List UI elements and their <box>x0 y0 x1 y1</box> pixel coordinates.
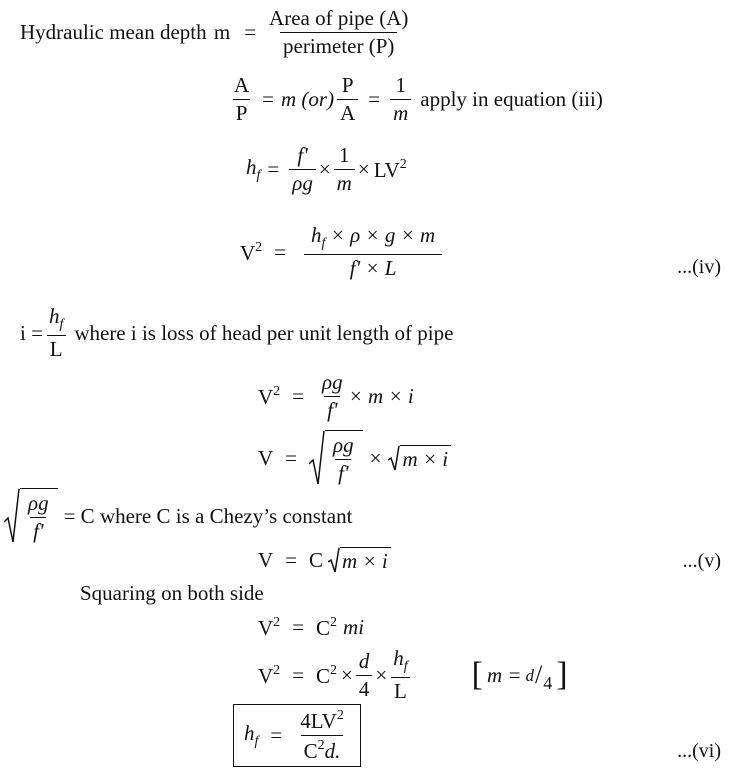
ratio-relation-equation <box>228 75 603 124</box>
squaring-note: Squaring on both side <box>80 581 264 605</box>
exponent: 2 <box>273 384 281 399</box>
h-text: h <box>393 646 404 670</box>
fraction-numerator: 1 <box>339 143 350 167</box>
fraction-denominator: L <box>391 677 410 702</box>
v-text: V <box>258 385 274 409</box>
result-fraction <box>297 709 347 762</box>
numerator-text: 4LV <box>300 709 337 733</box>
f-subscript: f <box>59 317 64 332</box>
f-subscript: f <box>254 733 259 749</box>
fraction-numerator: ρg <box>333 433 354 457</box>
fraction-denominator: f' <box>335 459 351 484</box>
fraction-numerator <box>301 225 445 254</box>
fraction-numerator: f' <box>297 143 308 167</box>
chezy-formula <box>258 547 391 573</box>
root-m-times-i <box>328 547 391 573</box>
h-text: h <box>48 304 60 328</box>
h-text: h <box>311 223 322 247</box>
fraction-numerator <box>390 648 410 677</box>
v-squared-symbol <box>258 616 280 639</box>
fraction-one-over-m <box>334 145 355 194</box>
area-over-perimeter-fraction <box>266 8 411 57</box>
symbol-m: m <box>213 20 231 44</box>
radicand <box>20 488 58 544</box>
fraction-rho-g-over-f <box>25 493 52 542</box>
equation-tag-iv: ...(iv) <box>677 256 721 278</box>
fraction-denominator <box>301 735 344 762</box>
equals-sign: = <box>285 445 298 470</box>
fraction-denominator: 4 <box>356 675 373 700</box>
c-symbol: C <box>309 547 324 572</box>
fraction-denominator: P <box>233 99 251 124</box>
h-text: h <box>244 720 255 745</box>
fraction-denominator: f' × L <box>304 254 443 279</box>
radical-sign-icon <box>328 547 340 573</box>
equals-sign: = <box>285 547 298 572</box>
times-m-times-i: × m × i <box>348 384 414 408</box>
fraction-numerator <box>297 709 347 735</box>
fraction-numerator: 1 <box>395 73 406 97</box>
exponent: 2 <box>273 615 281 630</box>
h-f-symbol <box>246 154 261 183</box>
fraction-numerator <box>46 306 66 335</box>
fraction-denominator: f' <box>30 517 46 542</box>
equation-tag-v: ...(v) <box>682 550 721 572</box>
darcy-result-box <box>233 704 361 767</box>
radical-sign-icon <box>388 445 400 471</box>
exponent: 2 <box>255 239 263 255</box>
label-text: Hydraulic mean depth <box>20 20 207 44</box>
velocity-squared-equation <box>240 225 448 279</box>
equals-sign: = <box>270 723 283 747</box>
hydraulic-mean-depth-definition <box>20 8 414 57</box>
exponent: 2 <box>399 157 407 172</box>
v-text: V <box>258 663 274 688</box>
mi-text: mi <box>343 615 365 639</box>
root-rho-g-over-f <box>4 488 58 544</box>
v-squared-symbol <box>258 385 280 408</box>
fraction-d-over-4 <box>356 648 373 701</box>
equals-sign: = <box>262 87 275 111</box>
boxed-equation <box>233 704 361 767</box>
root-rho-g-over-f <box>309 430 363 486</box>
fraction-f-over-rho-g <box>289 145 316 194</box>
fraction-numerator: d <box>358 648 370 673</box>
f-subscript: f <box>321 236 326 251</box>
fraction-p-over-a <box>337 75 358 124</box>
numerator-rest: × ρ × g × m <box>330 223 436 247</box>
fraction-hf-over-l <box>390 648 410 702</box>
fraction-one-over-m <box>390 75 411 124</box>
radicand: m × i <box>400 445 451 471</box>
c-text: C <box>316 663 331 688</box>
radical-sign-icon <box>4 488 20 544</box>
c-text: C <box>303 739 318 763</box>
equals-sign: = <box>267 157 280 181</box>
exponent: 2 <box>330 615 338 630</box>
v-text: V <box>258 547 274 572</box>
f-subscript: f <box>256 167 261 183</box>
c-squared <box>316 616 337 639</box>
lv-text: LV <box>373 158 400 182</box>
bracket-open: [ <box>471 656 483 693</box>
d-text: d. <box>324 739 341 763</box>
exponent: 2 <box>330 662 338 678</box>
times-sign: × <box>341 662 353 687</box>
v-text: V <box>258 445 274 470</box>
fraction-hf-over-l <box>46 306 66 360</box>
exponent: 2 <box>273 662 281 678</box>
velocity-fraction <box>301 225 445 279</box>
fraction-a-over-p <box>231 75 252 124</box>
velocity-root-equation <box>258 430 451 486</box>
bracket-close: ] <box>556 656 568 693</box>
v-squared-symbol <box>258 664 280 687</box>
definition-text: where i is loss of head per unit length of pipe <box>74 320 454 345</box>
lv-squared <box>374 158 407 181</box>
slash: / <box>535 660 543 689</box>
times-sign: × <box>357 157 370 181</box>
i-equals: i = <box>20 320 43 345</box>
fraction-numerator: Area of pipe (A) <box>269 6 409 30</box>
equals-sign: = <box>292 662 305 687</box>
fraction-denominator: f' <box>324 396 340 421</box>
chezy-definition-text: = C where C is a Chezy’s constant <box>63 503 353 528</box>
exponent: 2 <box>336 708 344 723</box>
fraction-denominator: perimeter (P) <box>280 32 397 57</box>
times-sign: × <box>369 445 382 470</box>
radicand <box>325 430 363 486</box>
loss-of-head-per-length-definition <box>20 306 453 360</box>
velocity-squared-chezy <box>258 616 364 639</box>
fraction-denominator: m <box>390 99 411 124</box>
d-numerator: d <box>525 665 535 685</box>
fraction-denominator: A <box>337 99 358 124</box>
fraction-denominator: ρg <box>289 169 316 194</box>
h-text: h <box>246 154 257 179</box>
c-squared <box>316 664 337 687</box>
fraction-denominator: m <box>334 169 355 194</box>
v-text: V <box>258 616 274 640</box>
velocity-squared-simplified <box>258 372 414 421</box>
m-or-text: m (or) <box>281 87 335 111</box>
fraction-rho-g-over-f <box>330 435 357 484</box>
times-sign: × <box>318 157 331 181</box>
fraction-denominator: L <box>47 335 66 360</box>
fraction-rho-g-over-f <box>319 372 346 421</box>
equation-tag-vi: ...(vi) <box>677 740 721 762</box>
equals-sign: = <box>292 384 305 408</box>
four-denominator: 4 <box>543 673 553 693</box>
velocity-squared-substitution <box>258 648 568 702</box>
fraction-numerator: P <box>341 73 354 97</box>
chezy-constant-definition <box>4 488 352 544</box>
f-subscript: f <box>403 659 408 674</box>
m-equals-d-over-4-note <box>472 658 568 692</box>
fraction-numerator: ρg <box>28 491 49 515</box>
times-sign: × <box>375 662 388 687</box>
c-text: C <box>316 616 331 640</box>
equals-sign: = <box>244 20 257 44</box>
fraction-numerator: A <box>234 73 250 97</box>
m-equals: m = <box>486 662 522 687</box>
head-loss-equation <box>246 145 407 194</box>
equals-sign: = <box>292 615 305 639</box>
radicand: m × i <box>340 547 391 573</box>
equals-sign: = <box>368 87 381 111</box>
apply-in-equation-text: apply in equation (iii) <box>420 87 603 111</box>
root-m-times-i <box>388 445 451 471</box>
h-f-symbol <box>244 720 259 749</box>
equals-sign: = <box>274 239 287 264</box>
fraction-numerator: ρg <box>322 370 343 394</box>
radical-sign-icon <box>309 430 325 486</box>
v-text: V <box>240 240 256 265</box>
exponent: 2 <box>317 738 325 753</box>
v-squared-symbol <box>240 241 262 264</box>
